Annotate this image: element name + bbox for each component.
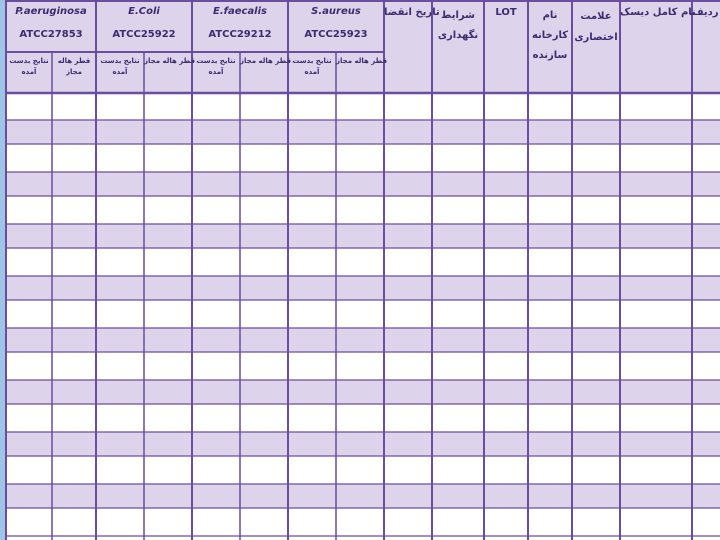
organism-saureus-atcc: ATCC25923 [304, 29, 368, 40]
header-expiry: تاریخ انقضا [384, 7, 440, 18]
paeruginosa-allowed-zone: قطر هاله مجاز [57, 57, 91, 76]
header-abbreviation: علامت اختصاری [574, 11, 618, 43]
header-manufacturer: نام کارخانه سازنده [531, 10, 569, 61]
organism-paeruginosa-name: P.aeruginosa [15, 6, 87, 17]
ecoli-allowed-zone: قطر هاله مجاز [144, 57, 196, 65]
header-disk-name: نام کامل دیسک [620, 7, 696, 18]
header-lot: LOT [495, 7, 517, 18]
organism-ecoli-atcc: ATCC25922 [112, 29, 176, 40]
saureus-result: نتایج بدست آمده [292, 57, 332, 76]
organism-efaecalis-atcc: ATCC29212 [208, 29, 272, 40]
organism-ecoli-name: E.Coli [128, 6, 160, 17]
paeruginosa-result: نتایج بدست آمده [9, 57, 49, 76]
efaecalis-allowed-zone: قطر هاله مجاز [240, 57, 292, 65]
organism-saureus-name: S.aureus [311, 6, 361, 17]
saureus-allowed-zone: قطر هاله مجاز [336, 57, 388, 65]
header-radif: ردیف [692, 7, 719, 18]
header-storage: شرایط نگهداری [437, 10, 479, 41]
organism-efaecalis-name: E.faecalis [213, 6, 267, 17]
efaecalis-result: نتایج بدست آمده [196, 57, 236, 76]
ecoli-result: نتایج بدست آمده [100, 57, 140, 76]
organism-paeruginosa-atcc: ATCC27853 [19, 29, 83, 40]
